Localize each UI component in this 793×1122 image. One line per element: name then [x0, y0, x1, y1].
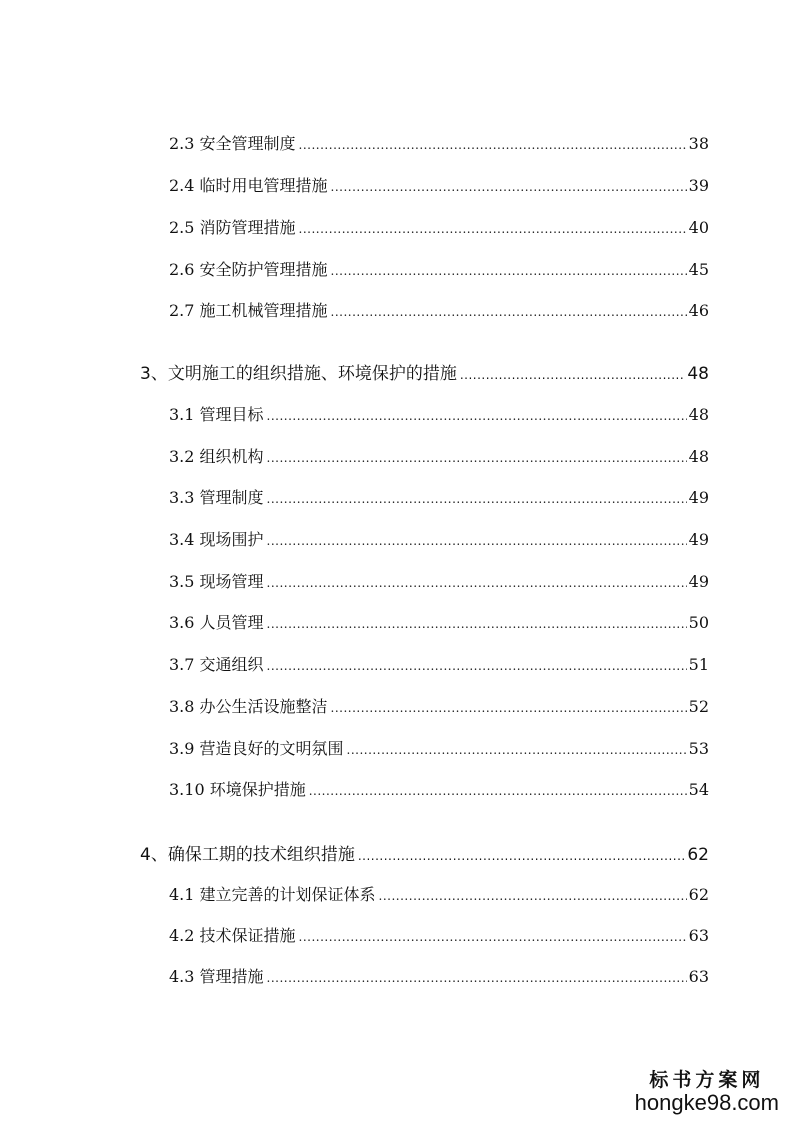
toc-entry-title: 3.2 组织机构 [169, 447, 264, 466]
toc-entry-page: 46 [688, 301, 709, 320]
toc-entry-page: 49 [688, 530, 709, 549]
toc-entry-page: 48 [688, 405, 709, 424]
dot-leader [267, 409, 687, 423]
dot-leader [460, 368, 686, 382]
toc-entry-4-2[interactable] [169, 923, 709, 946]
dot-leader [331, 305, 687, 319]
toc-entry-title: 3.10 环境保护措施 [169, 780, 306, 799]
toc-entry-3-9[interactable] [169, 736, 709, 759]
toc-entry-page: 49 [688, 572, 709, 591]
toc-entry-title: 3.5 现场管理 [169, 572, 264, 591]
watermark-name: 标书方案网 [649, 1069, 765, 1091]
toc-entry-3[interactable] [140, 359, 709, 384]
toc-entry-3-7[interactable] [169, 652, 709, 675]
dot-leader [267, 451, 687, 465]
toc-entry-2-4[interactable] [169, 173, 709, 196]
toc-entry-2-3[interactable] [169, 131, 709, 154]
toc-entry-2-5[interactable] [169, 215, 709, 238]
toc-entry-3-1[interactable] [169, 402, 709, 425]
dot-leader [267, 659, 687, 673]
toc-entry-page: 48 [687, 364, 709, 384]
toc-entry-title: 2.6 安全防护管理措施 [169, 260, 328, 279]
toc-entry-3-2[interactable] [169, 444, 709, 467]
dot-leader [267, 534, 687, 548]
dot-leader [299, 222, 687, 236]
toc-entry-page: 62 [688, 885, 709, 904]
toc-entry-title: 3.6 人员管理 [169, 613, 264, 632]
toc-entry-title: 4.3 管理措施 [169, 967, 264, 986]
toc-entry-title: 3.1 管理目标 [169, 405, 264, 424]
toc-entry-page: 38 [688, 134, 709, 153]
dot-leader [267, 617, 687, 631]
dot-leader [299, 930, 687, 944]
toc-entry-page: 45 [688, 260, 709, 279]
dot-leader [299, 138, 687, 152]
toc-entry-page: 39 [688, 176, 709, 195]
toc-entry-title: 3.9 营造良好的文明氛围 [169, 739, 344, 758]
toc-entry-page: 54 [688, 780, 709, 799]
toc-entry-page: 62 [687, 845, 709, 865]
toc-entry-title: 2.4 临时用电管理措施 [169, 176, 328, 195]
toc-entry-title: 4、确保工期的技术组织措施 [140, 845, 355, 865]
dot-leader [267, 576, 687, 590]
dot-leader [347, 743, 687, 757]
toc-entry-4[interactable] [140, 840, 709, 865]
toc-entry-title: 3.7 交通组织 [169, 655, 264, 674]
toc-entry-page: 51 [688, 655, 709, 674]
toc-entry-page: 48 [688, 447, 709, 466]
toc-entry-title: 3、文明施工的组织措施、环境保护的措施 [140, 364, 457, 384]
toc-entry-page: 52 [688, 697, 709, 716]
toc-entry-page: 53 [688, 739, 709, 758]
toc-entry-3-10[interactable] [169, 777, 709, 800]
toc-entry-title: 4.2 技术保证措施 [169, 926, 296, 945]
toc-entry-3-4[interactable] [169, 527, 709, 550]
toc-entry-title: 2.7 施工机械管理措施 [169, 301, 328, 320]
dot-leader [331, 701, 687, 715]
toc-entry-2-7[interactable] [169, 298, 709, 321]
toc-entry-page: 50 [688, 613, 709, 632]
dot-leader [267, 971, 687, 985]
toc-entry-title: 4.1 建立完善的计划保证体系 [169, 885, 376, 904]
dot-leader [379, 889, 687, 903]
toc-entry-title: 3.4 现场围护 [169, 530, 264, 549]
toc-entry-4-3[interactable] [169, 964, 709, 987]
toc-entry-title: 3.3 管理制度 [169, 488, 264, 507]
site-watermark [635, 1065, 779, 1114]
toc-entry-page: 63 [688, 926, 709, 945]
dot-leader [331, 180, 687, 194]
dot-leader [309, 784, 687, 798]
toc-entry-title: 2.3 安全管理制度 [169, 134, 296, 153]
toc-entry-3-6[interactable] [169, 610, 709, 633]
toc-entry-page: 40 [688, 218, 709, 237]
toc-entry-4-1[interactable] [169, 882, 709, 905]
watermark-url: hongke98.com [634, 1090, 779, 1115]
dot-leader [267, 492, 687, 506]
toc-entry-page: 63 [688, 967, 709, 986]
toc-entry-3-8[interactable] [169, 694, 709, 717]
toc-entry-title: 2.5 消防管理措施 [169, 218, 296, 237]
toc-entry-2-6[interactable] [169, 257, 709, 280]
dot-leader [358, 849, 686, 863]
toc-entry-page: 49 [688, 488, 709, 507]
toc-entry-3-5[interactable] [169, 569, 709, 592]
toc-entry-3-3[interactable] [169, 485, 709, 508]
dot-leader [331, 264, 687, 278]
toc-entry-title: 3.8 办公生活设施整洁 [169, 697, 328, 716]
